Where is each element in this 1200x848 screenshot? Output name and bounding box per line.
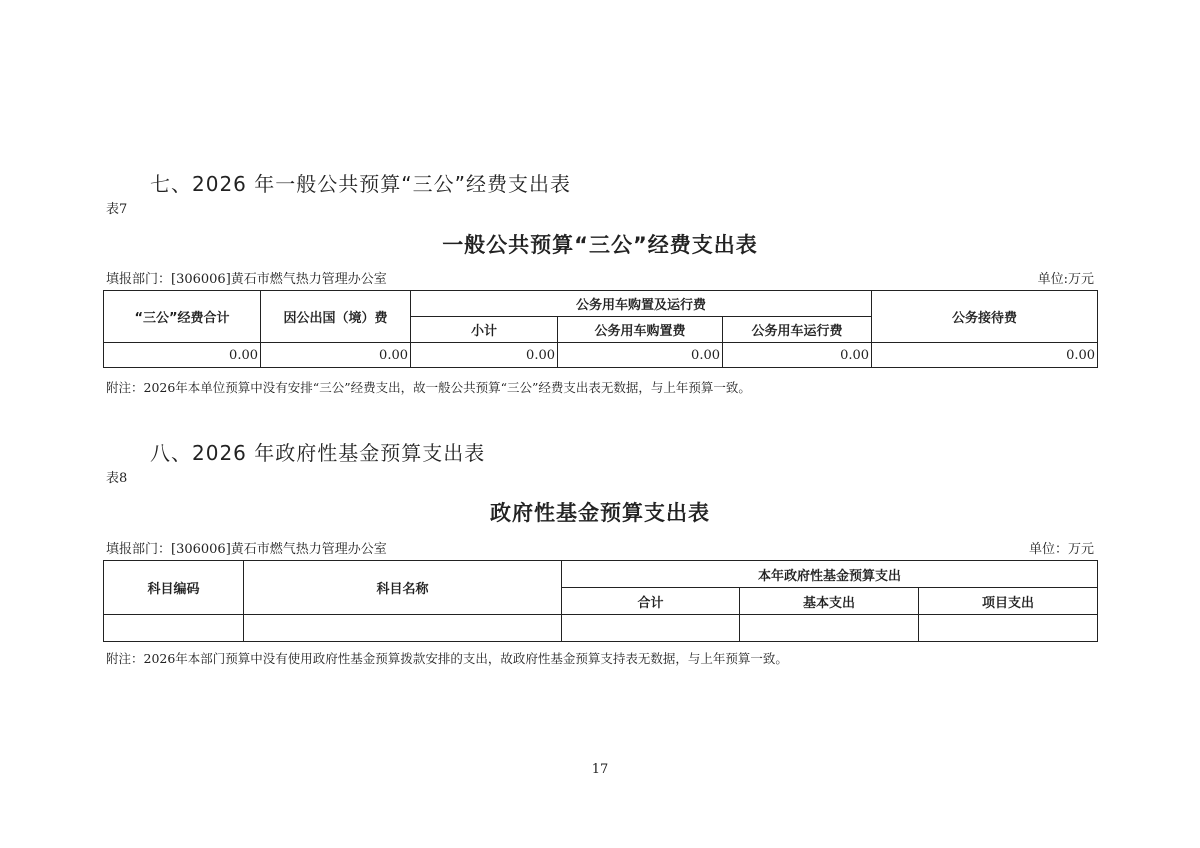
header-project: 项目支出 xyxy=(919,588,1098,615)
empty-cell xyxy=(244,615,562,642)
section7-table-title: 一般公共预算“三公”经费支出表 xyxy=(442,233,758,257)
section7-heading: 七、2026 年一般公共预算“三公”经费支出表 xyxy=(150,172,571,196)
header-vehicle-running: 公务用车运行费 xyxy=(723,317,872,343)
government-fund-table xyxy=(103,560,1098,642)
header-total: 合计 xyxy=(562,588,740,615)
cell-reception: 0.00 xyxy=(872,343,1098,368)
cell-vehicle-running: 0.00 xyxy=(723,343,872,368)
section7-unit: 单位:万元 xyxy=(1037,272,1094,287)
empty-cell xyxy=(740,615,919,642)
cell-abroad: 0.00 xyxy=(261,343,411,368)
header-reception: 公务接待费 xyxy=(872,291,1098,343)
cell-subtotal: 0.00 xyxy=(411,343,558,368)
section8-table-number: 表8 xyxy=(106,471,128,486)
section7-dept: 填报部门：[306006]黄石市燃气热力管理办公室 xyxy=(106,272,387,287)
cell-total: 0.00 xyxy=(104,343,261,368)
section7-note: 附注：2026年本单位预算中没有安排“三公”经费支出，故一般公共预算“三公”经费支出表无数据，与上年预算一致。 xyxy=(106,380,751,395)
page-number: 17 xyxy=(591,762,609,777)
header-abroad: 因公出国（境）费 xyxy=(261,291,411,343)
section8-table-title: 政府性基金预算支出表 xyxy=(490,501,710,525)
header-basic: 基本支出 xyxy=(740,588,919,615)
table-row xyxy=(104,615,1098,642)
header-subject-name: 科目名称 xyxy=(244,561,562,615)
three-public-expense-table xyxy=(103,290,1098,368)
header-fund-expense-group: 本年政府性基金预算支出 xyxy=(562,561,1098,588)
header-vehicle-group: 公务用车购置及运行费 xyxy=(411,291,872,317)
header-subtotal: 小计 xyxy=(411,317,558,343)
empty-cell xyxy=(562,615,740,642)
table-row xyxy=(104,343,1098,368)
section8-heading: 八、2026 年政府性基金预算支出表 xyxy=(150,441,486,465)
empty-cell xyxy=(919,615,1098,642)
section7-table-number: 表7 xyxy=(106,202,128,217)
section8-note: 附注：2026年本部门预算中没有使用政府性基金预算拨款安排的支出，故政府性基金预算支持表无数据，与上年预算一致。 xyxy=(106,651,788,666)
cell-vehicle-purchase: 0.00 xyxy=(558,343,723,368)
section8-unit: 单位：万元 xyxy=(1028,542,1094,557)
header-three-public-total: “三公”经费合计 xyxy=(104,291,261,343)
empty-cell xyxy=(104,615,244,642)
section8-dept: 填报部门：[306006]黄石市燃气热力管理办公室 xyxy=(106,542,387,557)
header-vehicle-purchase: 公务用车购置费 xyxy=(558,317,723,343)
header-subject-code: 科目编码 xyxy=(104,561,244,615)
